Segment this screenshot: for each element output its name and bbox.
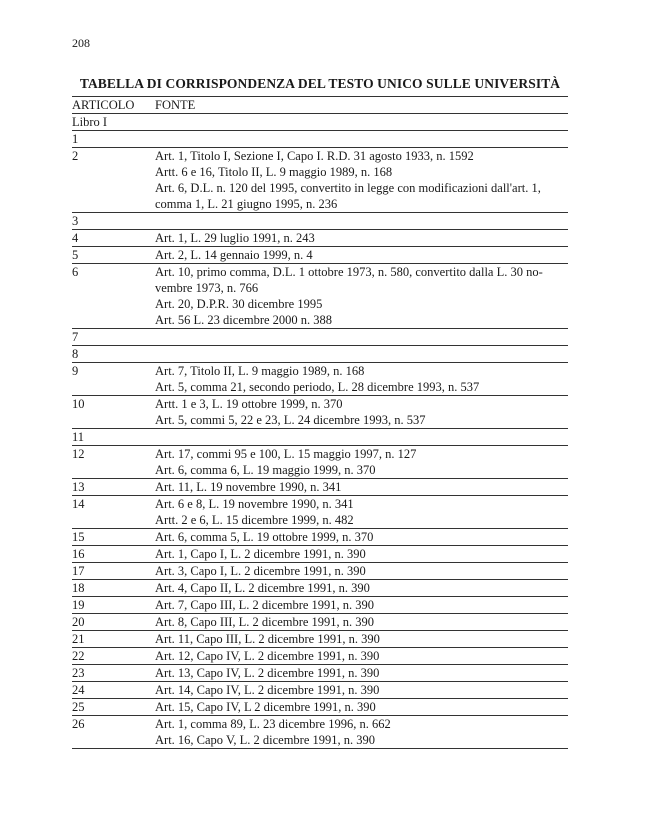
fonte-cell (155, 496, 568, 528)
fonte-line: Art. 1, L. 29 luglio 1991, n. 243 (155, 231, 315, 245)
fonte-line: Art. 10, primo comma, D.L. 1 ottobre 1973, n. 580, convertito dalla L. 30 no- (155, 265, 543, 279)
table-row (72, 614, 568, 631)
fonte-cell (155, 346, 568, 362)
fonte-cell (155, 699, 568, 715)
fonte-line: Art. 7, Titolo II, L. 9 maggio 1989, n. 168 (155, 364, 365, 378)
articolo-cell: 15 (72, 530, 85, 544)
articolo-cell: 2 (72, 149, 79, 163)
fonte-cell (155, 363, 568, 395)
table-row (72, 699, 568, 716)
fonte-line: Art. 4, Capo II, L. 2 dicembre 1991, n. 390 (155, 581, 370, 595)
fonte-cell (155, 230, 568, 246)
articolo-cell: 21 (72, 632, 85, 646)
fonte-line: Art. 5, commi 5, 22 e 23, L. 24 dicembre 1993, n. 537 (155, 413, 426, 427)
fonte-line: comma 1, L. 21 giugno 1995, n. 236 (155, 197, 338, 211)
table-row (72, 264, 568, 329)
table-row (72, 131, 568, 148)
fonte-cell (155, 631, 568, 647)
fonte-cell (155, 396, 568, 428)
articolo-cell: 26 (72, 717, 85, 731)
table-row (72, 363, 568, 396)
articolo-cell: 16 (72, 547, 85, 561)
table-row (72, 546, 568, 563)
table-row (72, 114, 568, 131)
fonte-cell (155, 716, 568, 748)
fonte-cell (155, 247, 568, 263)
fonte-line: Art. 11, L. 19 novembre 1990, n. 341 (155, 480, 342, 494)
fonte-line: Artt. 6 e 16, Titolo II, L. 9 maggio 1989, n. 168 (155, 165, 393, 179)
table-row (72, 396, 568, 429)
articolo-cell: 9 (72, 364, 79, 378)
fonte-cell (155, 131, 568, 147)
fonte-line: Art. 11, Capo III, L. 2 dicembre 1991, n. 390 (155, 632, 380, 646)
fonte-cell (155, 114, 568, 130)
fonte-cell (155, 529, 568, 545)
table-row (72, 148, 568, 213)
table-row (72, 346, 568, 363)
fonte-cell (155, 429, 568, 445)
fonte-cell (155, 563, 568, 579)
table-row (72, 563, 568, 580)
fonte-cell (155, 329, 568, 345)
table-row (72, 716, 568, 749)
fonte-line: Art. 7, Capo III, L. 2 dicembre 1991, n. 390 (155, 598, 375, 612)
fonte-cell (155, 665, 568, 681)
table-row (72, 631, 568, 648)
fonte-cell (155, 446, 568, 478)
fonte-line: Art. 12, Capo IV, L. 2 dicembre 1991, n. 390 (155, 649, 380, 663)
articolo-cell: 20 (72, 615, 85, 629)
articolo-cell: 11 (72, 430, 85, 444)
fonte-line: vembre 1973, n. 766 (155, 281, 259, 295)
articolo-cell: 6 (72, 265, 79, 279)
table-row (72, 230, 568, 247)
table-row (72, 665, 568, 682)
fonte-cell (155, 546, 568, 562)
table-row (72, 213, 568, 230)
fonte-line: Art. 6 e 8, L. 19 novembre 1990, n. 341 (155, 497, 354, 511)
fonte-line: Art. 6, comma 6, L. 19 maggio 1999, n. 370 (155, 463, 376, 477)
table-row (72, 429, 568, 446)
fonte-line: Art. 8, Capo III, L. 2 dicembre 1991, n. 390 (155, 615, 375, 629)
fonte-cell (155, 597, 568, 613)
articolo-cell: 5 (72, 248, 79, 262)
articolo-cell: 25 (72, 700, 85, 714)
fonte-line: Art. 1, Capo I, L. 2 dicembre 1991, n. 390 (155, 547, 366, 561)
fonte-cell (155, 264, 568, 328)
table-row (72, 682, 568, 699)
articolo-cell: 13 (72, 480, 85, 494)
fonte-line: Art. 6, comma 5, L. 19 ottobre 1999, n. 370 (155, 530, 374, 544)
fonte-line: Art. 14, Capo IV, L. 2 dicembre 1991, n. 390 (155, 683, 380, 697)
correspondence-table (72, 96, 568, 749)
articolo-cell: 22 (72, 649, 85, 663)
table-header (72, 96, 568, 114)
fonte-line: Art. 56 L. 23 dicembre 2000 n. 388 (155, 313, 333, 327)
table-row (72, 597, 568, 614)
table-row (72, 496, 568, 529)
fonte-line: Art. 1, comma 89, L. 23 dicembre 1996, n. 662 (155, 717, 391, 731)
fonte-line: Artt. 1 e 3, L. 19 ottobre 1999, n. 370 (155, 397, 343, 411)
fonte-cell (155, 614, 568, 630)
articolo-cell: 7 (72, 330, 79, 344)
articolo-cell: 18 (72, 581, 85, 595)
fonte-cell (155, 580, 568, 596)
fonte-line: Artt. 2 e 6, L. 15 dicembre 1999, n. 482 (155, 513, 354, 527)
articolo-cell: 19 (72, 598, 85, 612)
fonte-cell (155, 213, 568, 229)
fonte-line: Art. 17, commi 95 e 100, L. 15 maggio 1997, n. 127 (155, 447, 417, 461)
articolo-cell: 12 (72, 447, 85, 461)
articolo-cell: Libro I (72, 115, 108, 129)
table-row (72, 580, 568, 597)
fonte-line: Art. 2, L. 14 gennaio 1999, n. 4 (155, 248, 313, 262)
articolo-cell: 3 (72, 214, 79, 228)
articolo-cell: 10 (72, 397, 85, 411)
table-row (72, 529, 568, 546)
fonte-cell (155, 648, 568, 664)
header-fonte: FONTE (155, 98, 196, 112)
articolo-cell: 17 (72, 564, 85, 578)
table-body (72, 114, 568, 749)
table-row (72, 446, 568, 479)
fonte-cell (155, 682, 568, 698)
table-row (72, 247, 568, 264)
articolo-cell: 1 (72, 132, 79, 146)
articolo-cell: 4 (72, 231, 79, 245)
table-row (72, 648, 568, 665)
page-title: TABELLA DI CORRISPONDENZA DEL TESTO UNICO SULLE UNIVERSITÀ (79, 76, 561, 91)
fonte-line: Art. 1, Titolo I, Sezione I, Capo I. R.D. 31 agosto 1933, n. 1592 (155, 149, 474, 163)
articolo-cell: 8 (72, 347, 79, 361)
fonte-line: Art. 20, D.P.R. 30 dicembre 1995 (155, 297, 323, 311)
articolo-cell: 14 (72, 497, 85, 511)
fonte-line: Art. 16, Capo V, L. 2 dicembre 1991, n. 390 (155, 733, 376, 747)
fonte-line: Art. 6, D.L. n. 120 del 1995, convertito in legge con modificazioni dall'art. 1, (155, 181, 541, 195)
table-row (72, 479, 568, 496)
fonte-cell (155, 479, 568, 495)
fonte-line: Art. 15, Capo IV, L 2 dicembre 1991, n. 390 (155, 700, 376, 714)
fonte-line: Art. 13, Capo IV, L. 2 dicembre 1991, n. 390 (155, 666, 380, 680)
fonte-line: Art. 3, Capo I, L. 2 dicembre 1991, n. 390 (155, 564, 366, 578)
articolo-cell: 23 (72, 666, 85, 680)
fonte-line: Art. 5, comma 21, secondo periodo, L. 28 dicembre 1993, n. 537 (155, 380, 480, 394)
table-row (72, 329, 568, 346)
articolo-cell: 24 (72, 683, 85, 697)
header-articolo: ARTICOLO (72, 98, 135, 112)
fonte-cell (155, 148, 568, 212)
page-number: 208 (72, 36, 90, 50)
